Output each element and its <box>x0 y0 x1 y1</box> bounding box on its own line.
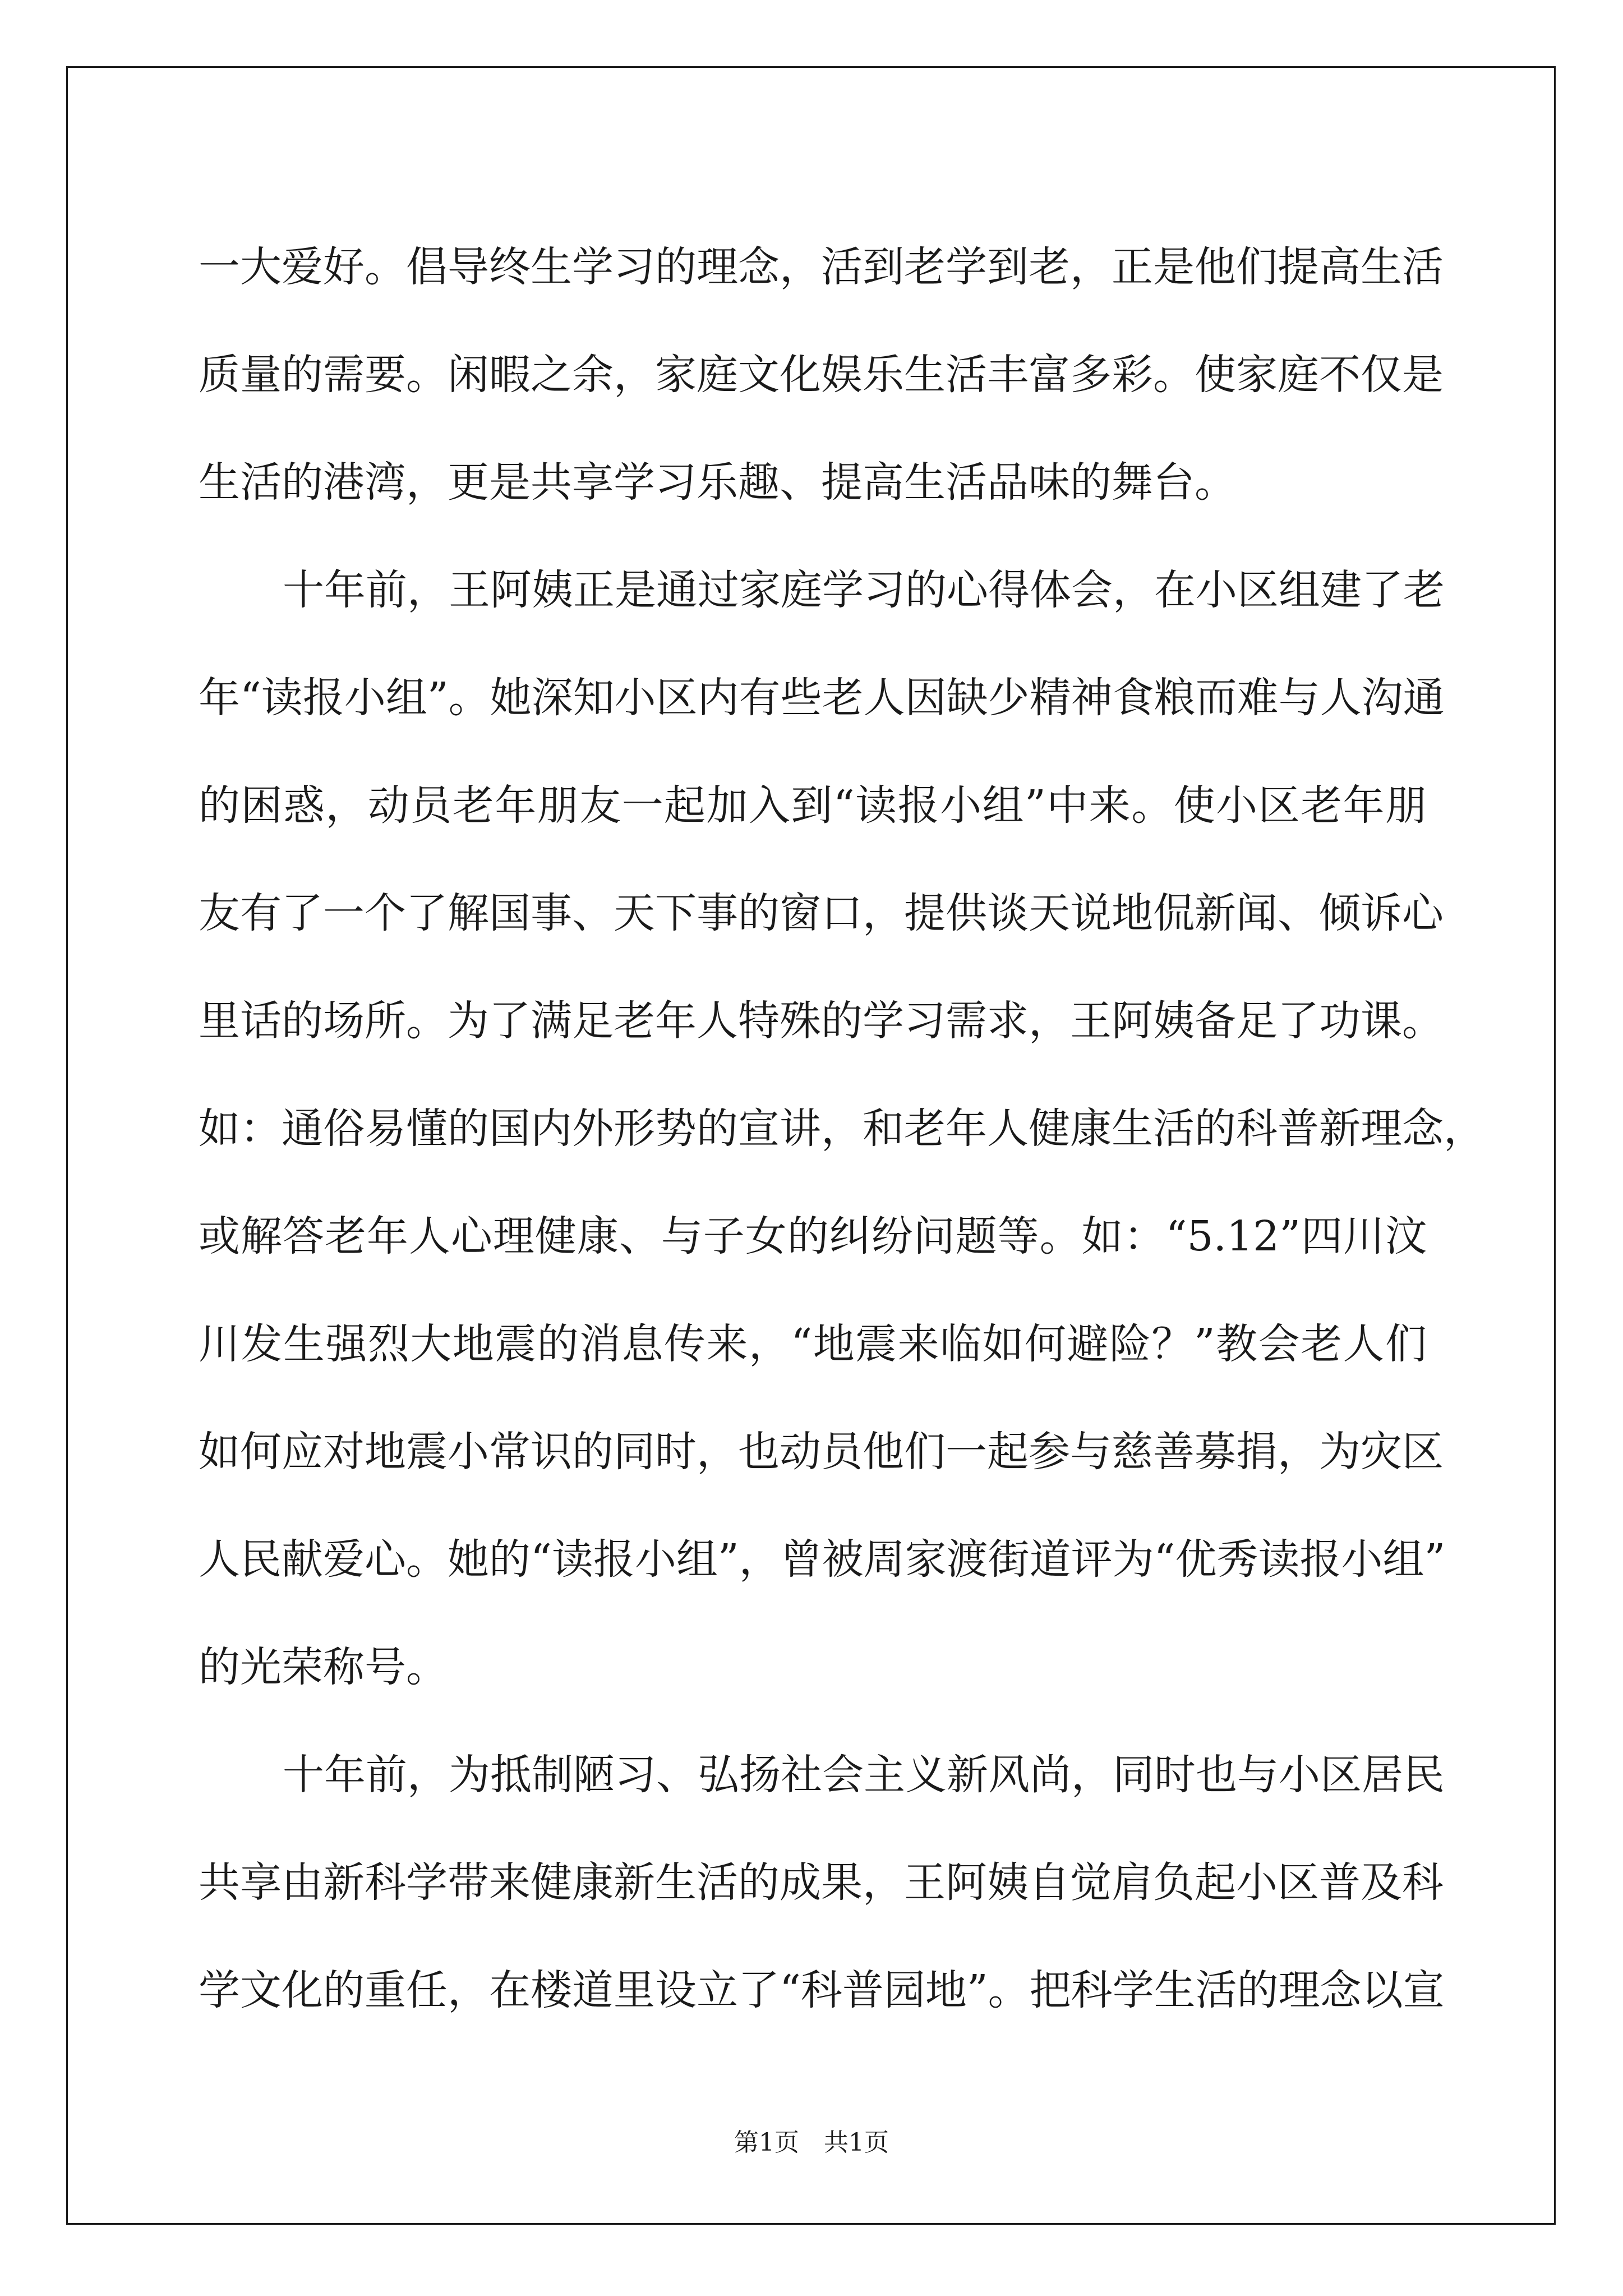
text-line: 的光荣称号。 <box>199 1643 448 1691</box>
page-footer: 第1页 共1页 <box>734 2128 889 2157</box>
text-line: 质量的需要。闲暇之余，家庭文化娱乐生活丰富多彩。使家庭不仅是 <box>199 351 1444 399</box>
text-line: 人民献爱心。她的“读报小组”，曾被周家渡街道评为“优秀读报小组” <box>199 1535 1446 1584</box>
text-line: 里话的场所。为了满足老年人特殊的学习需求，王阿姨备足了功课。 <box>199 997 1444 1045</box>
text-line: 的困惑，动员老年朋友一起加入到“读报小组”中来。使小区老年朋 <box>199 781 1427 830</box>
text-line: 学文化的重任，在楼道里设立了“科普园地”。把科学生活的理念以宣 <box>199 1966 1445 2014</box>
paragraph-3 <box>199 1721 1445 2044</box>
document-body <box>199 213 1485 2044</box>
paragraph-2 <box>199 536 1485 1721</box>
text-line: 如：通俗易懂的国内外形势的宣讲，和老年人健康生活的科普新理念， <box>199 1105 1485 1153</box>
text-line: 川发生强烈大地震的消息传来，“地震来临如何避险？”教会老人们 <box>199 1320 1427 1368</box>
text-line: 共享由新科学带来健康新生活的成果，王阿姨自觉肩负起小区普及科 <box>199 1858 1444 1907</box>
text-line: 生活的港湾，更是共享学习乐趣、提高生活品味的舞台。 <box>199 458 1236 507</box>
text-line: 十年前，王阿姨正是通过家庭学习的心得体会，在小区组建了老 <box>283 566 1445 614</box>
paragraph-1 <box>199 213 1444 536</box>
text-line: 如何应对地震小常识的同时，也动员他们一起参与慈善募捐，为灾区 <box>199 1428 1444 1476</box>
text-line: 十年前，为抵制陋习、弘扬社会主义新风尚，同时也与小区居民 <box>283 1751 1445 1799</box>
text-line: 或解答老年人心理健康、与子女的纠纷问题等。如：“5.12”四川汶 <box>199 1212 1427 1260</box>
text-line: 友有了一个了解国事、天下事的窗口，提供谈天说地侃新闻、倾诉心 <box>199 889 1444 937</box>
text-line: 一大爱好。倡导终生学习的理念，活到老学到老，正是他们提高生活 <box>199 243 1444 291</box>
text-line: 年“读报小组”。她深知小区内有些老人因缺少精神食粮而难与人沟通 <box>199 674 1445 722</box>
